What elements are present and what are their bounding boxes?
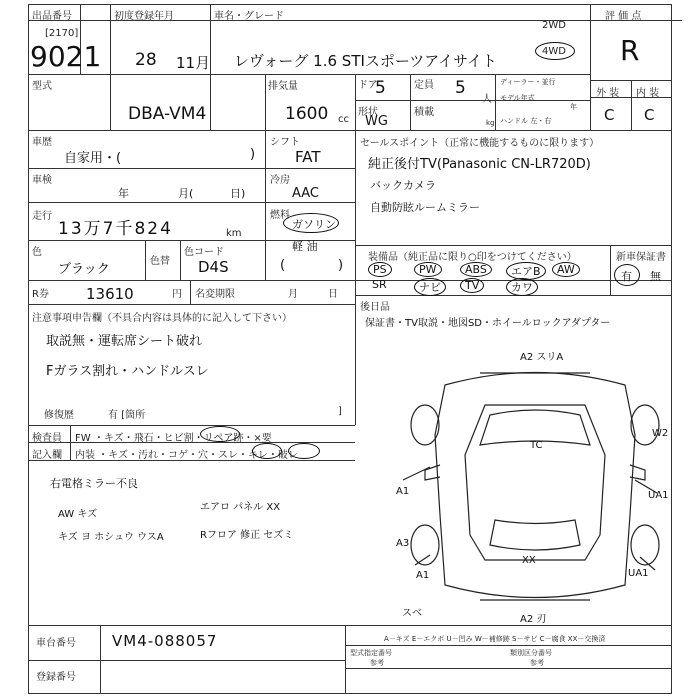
dealer-label: ディーラー・並行 <box>500 78 556 86</box>
name-grade-label: 車名・グレード <box>214 11 284 22</box>
ext-value: C <box>604 106 615 124</box>
drive-4wd: 4WD <box>542 46 566 57</box>
rating-value: R <box>620 34 640 67</box>
divider <box>180 240 181 280</box>
kire-circle <box>288 443 320 459</box>
year-unit: 年 <box>570 103 577 111</box>
selling-label: セールスポイント（正常に機能するものに限ります） <box>360 138 600 149</box>
first-reg-label: 初度登録年月 <box>114 11 174 22</box>
equipment-label: 装備品（純正品に限り○印をつけてください） <box>368 252 577 263</box>
drive-2wd: 2WD <box>542 20 566 31</box>
divider <box>265 130 266 280</box>
divider <box>145 240 146 280</box>
shape-value: WG <box>365 114 388 129</box>
equipment-item: エアB <box>506 262 546 280</box>
name-change-day: 日 <box>328 289 338 300</box>
kg-unit: kg <box>486 119 495 127</box>
diagram-a2-bottom: A2 刃 <box>520 614 547 625</box>
reg-label: 登録番号 <box>36 672 76 683</box>
selling-line1: 純正後付TV(Panasonic CN-LR720D) <box>368 157 591 172</box>
lot-number: 9021 <box>30 40 102 73</box>
capacity-label: 定員 <box>414 80 434 91</box>
fuel-diesel: 軽 油 <box>292 240 318 253</box>
divider <box>355 74 356 130</box>
ac-label: 冷房 <box>270 175 290 186</box>
divider <box>70 425 71 460</box>
divider <box>28 660 345 661</box>
warranty-label: 新車保証書 <box>616 252 666 263</box>
divider <box>355 100 590 101</box>
divider <box>410 74 411 130</box>
displacement-label: 排気量 <box>268 81 298 92</box>
lot-sub: [2170] <box>45 28 79 39</box>
name-change-label: 名変期限 <box>195 289 235 300</box>
repair-value: 有 [箇所 <box>108 410 146 421</box>
handle-label: ハンドル 左・右 <box>500 117 552 125</box>
model-label: 型式 <box>32 81 52 92</box>
diagram-a1-left: A1 <box>396 486 410 497</box>
after-value: 保証書・TV取説・地図SD・ホイールロックアダプター <box>365 318 611 329</box>
capacity-unit: 人 <box>482 94 492 105</box>
divider <box>28 74 590 75</box>
after-label: 後日品 <box>360 302 390 313</box>
paren-close: ) <box>338 258 344 273</box>
divider <box>355 245 672 246</box>
divider <box>345 668 672 669</box>
inspector-label-2: 記入欄 <box>32 450 62 461</box>
notes-line1: 取説無・運転席シート破れ <box>46 334 203 349</box>
category-label: 類別区分番号 <box>510 649 552 657</box>
divider <box>28 130 672 131</box>
inspector-note4: キズ ヨ ホシュウ ウスA <box>58 532 164 543</box>
inspection-month: 月( <box>178 187 194 200</box>
km-unit: km <box>226 228 242 239</box>
divider <box>190 280 191 304</box>
doors-value: 5 <box>375 78 386 98</box>
shift-value: FAT <box>295 148 321 166</box>
inspector-note2: AW キズ <box>58 509 98 520</box>
car-damage-diagram <box>385 345 685 625</box>
equipment-item: AW <box>552 262 580 277</box>
notes-label: 注意事項申告欄（不具合内容は具体的に記入して下さい） <box>32 313 292 324</box>
recycle-label: R券 <box>32 289 49 300</box>
color-value: ブラック <box>58 262 110 277</box>
diagram-legend: A－キズ E－エクボ U－凹み W－補修跡 S－サビ C－腐食 XX－交換済 <box>384 635 606 643</box>
paren-open: ( <box>280 258 286 273</box>
ext-label: 外 装 <box>596 88 620 99</box>
warranty-no: 無 <box>650 270 661 283</box>
inspector-label-1: 検査員 <box>32 433 62 444</box>
load-label: 積載 <box>414 107 434 118</box>
equipment-item: ABS <box>460 262 492 277</box>
capacity-value: 5 <box>455 78 466 98</box>
chassis-value: VM4-088057 <box>112 632 218 650</box>
equipment-item: ナビ <box>414 278 446 296</box>
repair-close: ] <box>338 406 342 417</box>
divider <box>110 4 111 130</box>
doors-label: ドア <box>358 80 378 91</box>
inspection-year: 年 <box>118 187 129 200</box>
inspection-label: 車検 <box>32 175 52 186</box>
inspection-day: 日) <box>230 187 246 200</box>
hibi-circle <box>200 426 240 442</box>
equipment-item: PW <box>414 262 442 277</box>
inspector-row1: FW ・キズ・飛石・ヒビ割・リペア跡・×要 <box>75 433 272 444</box>
inspector-note3: エアロ パネル XX <box>200 502 281 513</box>
yen-unit: 円 <box>172 289 182 300</box>
diagram-mirror: スベ <box>402 608 422 619</box>
ref-label-1: 参考 <box>370 659 384 667</box>
divider <box>28 304 355 305</box>
diagram-xx: XX <box>522 555 536 566</box>
mileage-label: 走行 <box>32 211 52 222</box>
inspector-note1: 右電格ミラー不良 <box>50 477 138 490</box>
divider <box>345 625 346 694</box>
chassis-label: 車台番号 <box>36 638 76 649</box>
first-reg-year: 28 <box>135 50 157 70</box>
divider <box>345 645 672 646</box>
model-year-label: モデル年式 <box>500 94 535 102</box>
drive-circle <box>535 42 575 60</box>
displacement-value: 1600 <box>285 104 329 124</box>
diagram-a2-top: A2 スリA <box>520 352 564 363</box>
color-code-label: 色コード <box>184 247 224 258</box>
sure-circle <box>252 443 282 459</box>
diagram-a3: A3 <box>396 538 410 549</box>
divider <box>28 280 672 281</box>
diagram-ua1: UA1 <box>648 490 669 501</box>
inspector-note5: Rフロア 修正 セズミ <box>200 530 294 541</box>
first-reg-month: 11月 <box>176 54 211 72</box>
int-label: 内 装 <box>636 88 660 99</box>
warranty-yes: 有 <box>621 270 632 283</box>
history-value: 自家用・( <box>64 151 122 166</box>
divider <box>355 130 356 280</box>
divider <box>28 425 355 426</box>
selling-line3: 自動防眩ルームミラー <box>370 201 480 214</box>
name-grade: レヴォーグ 1.6 STIスポーツアイサイト <box>234 52 497 70</box>
divider <box>495 74 496 130</box>
inspector-row2: 内装 ・キズ・汚れ・コゲ・穴・スレ・キレ・破レ <box>75 450 298 461</box>
diagram-ua1-bottom: UA1 <box>628 568 649 579</box>
rating-label: 評 価 点 <box>605 11 642 22</box>
diagram-a1-bottom-left: A1 <box>416 570 430 581</box>
shape-label: 形状 <box>358 107 378 118</box>
int-value: C <box>644 106 655 124</box>
recycle-value: 13610 <box>86 285 134 303</box>
divider <box>610 245 611 295</box>
divider <box>265 74 266 130</box>
divider <box>28 202 355 203</box>
divider <box>631 80 632 130</box>
notes-line2: Fガラス割れ・ハンドルスレ <box>46 364 209 379</box>
color-code-value: D4S <box>198 258 229 276</box>
divider <box>355 280 356 425</box>
repair-label: 修復歴 <box>44 410 74 421</box>
ref-label-2: 参考 <box>530 659 544 667</box>
lot-label: 出品番号 <box>32 11 72 22</box>
shift-label: シフト <box>270 137 300 148</box>
divider <box>590 4 591 130</box>
mileage-value: 13万7千824 <box>58 219 173 239</box>
fuel-gas: ガソリン <box>292 218 336 231</box>
ac-value: AAC <box>292 186 319 201</box>
history-close: ) <box>250 147 256 162</box>
diagram-w2: W2 <box>652 428 669 439</box>
color-label: 色 <box>32 247 42 258</box>
model-value: DBA-VM4 <box>128 104 207 124</box>
selling-line2: バックカメラ <box>370 179 436 192</box>
divider <box>355 295 672 296</box>
equipment-item: TV <box>460 278 484 293</box>
type-designation-label: 型式指定番号 <box>350 649 392 657</box>
divider <box>210 4 211 130</box>
divider <box>28 625 672 626</box>
diagram-tc: TC <box>530 440 543 451</box>
divider <box>28 168 355 169</box>
fuel-label: 燃料 <box>270 210 290 221</box>
equipment-item: SR <box>372 278 387 291</box>
color-change-label: 色替 <box>150 256 170 267</box>
name-change-month: 月 <box>288 289 298 300</box>
equipment-item: カワ <box>506 278 538 296</box>
equipment-item: PS <box>368 262 392 277</box>
history-label: 車歴 <box>32 137 52 148</box>
cc-unit: cc <box>338 114 349 125</box>
